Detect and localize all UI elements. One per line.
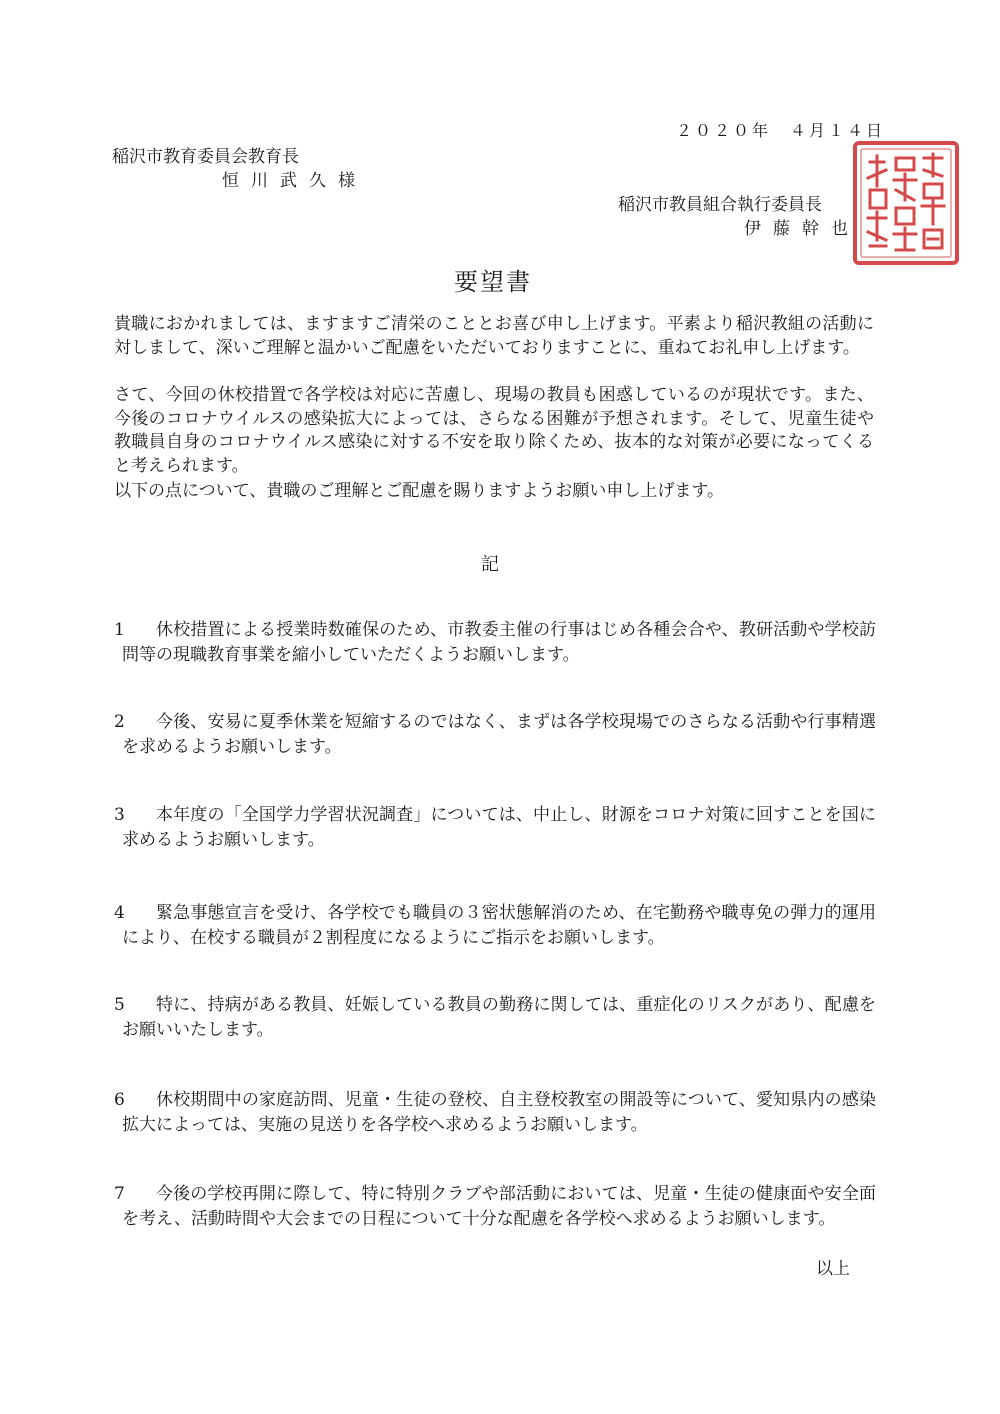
request-item [114,1088,876,1138]
request-item [114,618,876,668]
closing-mark: 以上 [816,1259,850,1279]
item-number: 2 [114,712,125,732]
document-date: ２０２０年 ４月１４日 [676,121,886,140]
item-number: 6 [114,1090,125,1110]
item-number: 7 [114,1184,125,1204]
item-text: 休校期間中の家庭訪問、児童・生徒の登校、自主登校教室の開設等について、愛知県内の感染拡大によっては、実施の見送りを各学校へ求めるようお願いします。 [122,1090,876,1135]
item-text: 今後の学校再開に際して、特に特別クラブや部活動においては、児童・生徒の健康面や安全面を考え、活動時間や大会までの日程について十分な配慮を各学校へ求めるようお願いします。 [122,1184,876,1229]
item-number: 4 [114,903,125,923]
request-item [114,710,876,760]
request-item [114,1182,876,1232]
ki-heading: 記 [481,554,499,575]
item-text: 本年度の「全国学力学習状況調査」については、中止し、財源をコロナ対策に回すことを国に求めるようお願いします。 [122,805,876,850]
recipient-name: 恒川武久様 [222,171,367,191]
item-number: 1 [114,620,125,640]
request-item [114,993,876,1043]
sender-organization: 稲沢市教員組合執行委員長 [618,195,822,215]
request-item [114,901,876,951]
item-text: 特に、持病がある教員、妊娠している教員の勤務に関しては、重症化のリスクがあり、配慮をお願いいたします。 [122,995,876,1040]
item-number: 5 [114,995,125,1015]
situation-paragraph: さて、今回の休校措置で各学校は対応に苦慮し、現場の教員も困惑しているのが現状です。また、今後のコロナウイルスの感染拡大によっては、さらなる困難が予想されます。そして、児童生徒や教職員自身のコロナウイルス感染に対する不安を取り除くため、抜本的な対策が必要になってくると考えられます。 [114,385,874,476]
greeting-paragraph: 貴職におかれましては、ますますご清栄のこととお喜び申し上げます。平素より稲沢教組の活動に対しまして、深いご理解と温かいご配慮をいただいておりますことに、重ねてお礼申し上げます。 [114,314,874,358]
sender-name: 伊藤幹也 [744,219,860,239]
item-text: 休校措置による授業時数確保のため、市教委主催の行事はじめ各種会合や、教研活動や学校訪問等の現職教育事業を縮小していただくようお願いします。 [122,620,876,665]
item-number: 3 [114,805,125,825]
item-text: 今後、安易に夏季休業を短縮するのではなく、まずは各学校現場でのさらなる活動や行事精選を求めるようお願いします。 [122,712,876,757]
request-item [114,803,876,853]
request-intro-paragraph: 以下の点について、貴職のご理解とご配慮を賜りますようお願い申し上げます。 [114,481,724,501]
official-seal-stamp [852,140,960,266]
recipient-organization: 稲沢市教育委員会教育長 [112,147,299,167]
document-title: 要望書 [454,268,532,296]
item-text: 緊急事態宣言を受け、各学校でも職員の３密状態解消のため、在宅勤務や職専免の弾力的運用により、在校する職員が２割程度になるようにご指示をお願いします。 [122,903,876,948]
